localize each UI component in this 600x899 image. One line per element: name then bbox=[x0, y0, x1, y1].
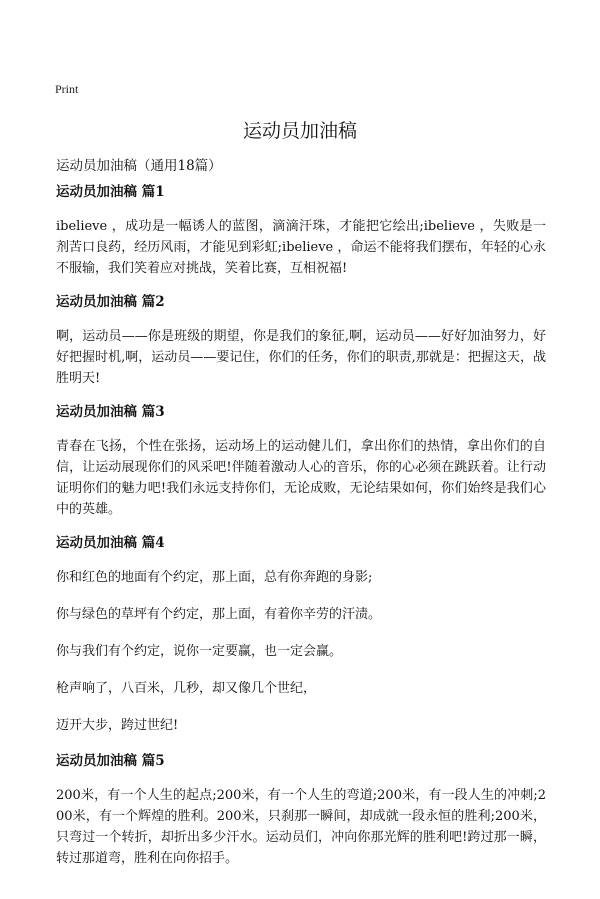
section-3 bbox=[56, 403, 546, 520]
section-paragraph: 枪声响了，八百米，几秒，却又像几个世纪， bbox=[56, 681, 317, 696]
section-heading: 运动员加油稿 篇5 bbox=[56, 753, 165, 769]
section-paragraph: 你与我们有个约定，说你一定要赢，也一定会赢。 bbox=[56, 644, 343, 659]
section-heading: 运动员加油稿 篇3 bbox=[56, 404, 165, 420]
document-body bbox=[56, 183, 546, 883]
section-paragraph: 迈开大步，跨过世纪! bbox=[56, 718, 179, 733]
section-paragraph: ibelieve ，成功是一幅诱人的蓝图，滴滴汗珠，才能把它绘出;ibelieve ，失败是一剂苦口良药，经历风雨，才能见到彩虹;ibelieve ，命运不能将我们摆布，年轻的心永不服输，我们笑着应对挑战，笑着比赛，互相祝福! bbox=[56, 219, 546, 276]
section-paragraph: 啊，运动员——你是班级的期望，你是我们的象征,啊，运动员——好好加油努力，好好把握时机,啊，运动员——要记住，你们的任务，你们的职责,那就是：把握这天，战胜明天! bbox=[56, 329, 546, 386]
section-5 bbox=[56, 752, 546, 869]
section-paragraph: 你和红色的地面有个约定，那上面，总有你奔跑的身影; bbox=[56, 570, 373, 585]
print-label: Print bbox=[55, 82, 79, 96]
section-heading: 运动员加油稿 篇4 bbox=[56, 535, 165, 551]
section-paragraph: 200米，有一个人生的起点;200米，有一个人生的弯道;200米，有一段人生的冲刺;200米，有一个辉煌的胜利。200米，只刹那一瞬间，却成就一段永恒的胜利;200米，只弯过一个转折，却折出多少汗水。运动员们，冲向你那光辉的胜利吧!跨过那一瞬，转过那道弯，胜利在向你招手。 bbox=[56, 788, 546, 866]
document-subtitle: 运动员加油稿（通用18篇） bbox=[56, 158, 222, 174]
section-2 bbox=[56, 293, 546, 389]
section-heading: 运动员加油稿 篇1 bbox=[56, 184, 165, 200]
section-1 bbox=[56, 183, 546, 279]
section-heading: 运动员加油稿 篇2 bbox=[56, 294, 165, 310]
section-4 bbox=[56, 534, 546, 736]
page-title: 运动员加油稿 bbox=[242, 120, 357, 142]
section-paragraph: 你与绿色的草坪有个约定，那上面，有着你辛劳的汗渍。 bbox=[56, 607, 382, 622]
section-paragraph: 青春在飞扬，个性在张扬，运动场上的运动健儿们，拿出你们的热情，拿出你们的自信，让运动展现你们的风采吧!伴随着激动人心的音乐，你的心必须在跳跃着。让行动证明你们的魅力吧!我们永远支持你们，无论成败，无论结果如何，你们始终是我们心中的英雄。 bbox=[56, 439, 546, 517]
